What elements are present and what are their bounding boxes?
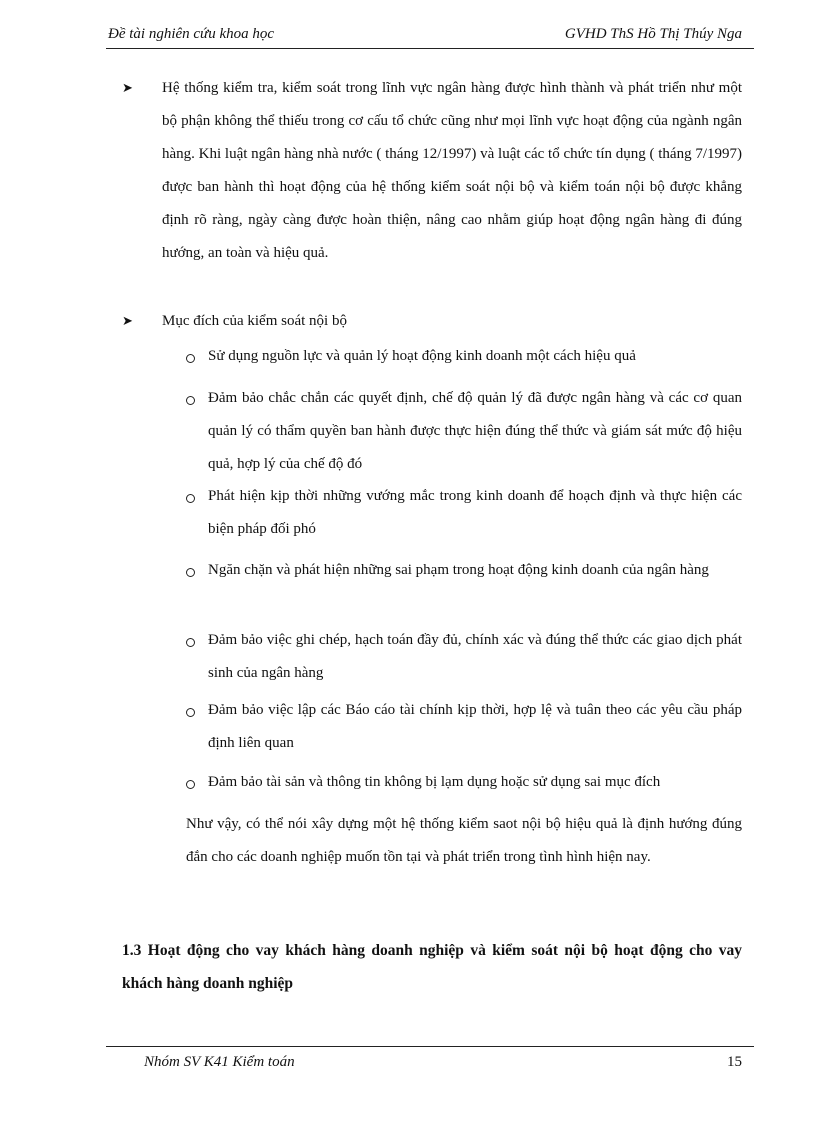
circle-bullet-icon (186, 396, 195, 405)
circle-bullet-icon (186, 638, 195, 647)
conclusion-paragraph: Như vậy, có thể nói xây dựng một hệ thống kiểm saot nội bộ hiệu quả là định hướng đúng đắn cho các doanh nghiệp muốn tồn tại và phát triển trong tình hình hiện nay. (186, 816, 742, 865)
header-advisor: GVHD ThS Hồ Thị Thúy Nga (564, 26, 742, 42)
sub-item-6: Đảm bảo việc lập các Báo cáo tài chính kịp thời, hợp lệ và tuân theo các yêu cầu pháp định liên quan (208, 702, 742, 751)
sub-item-7: Đảm bảo tài sản và thông tin không bị lạm dụng hoặc sử dụng sai mục đích (208, 774, 661, 790)
page-number: 15 (727, 1054, 742, 1070)
circle-bullet-icon (186, 568, 195, 577)
section-heading: 1.3 Hoạt động cho vay khách hàng doanh nghiệp và kiểm soát nội bộ hoạt động cho vay khách hàng doanh nghiệp (122, 942, 742, 992)
page-header (108, 24, 742, 48)
header-topic: Đề tài nghiên cứu khoa học (108, 26, 275, 42)
circle-bullet-icon (186, 708, 195, 717)
sub-item-3: Phát hiện kịp thời những vướng mắc trong kinh doanh để hoạch định và thực hiện các biện pháp đối phó (208, 488, 742, 537)
page-footer (108, 1054, 742, 1078)
circle-bullet-icon (186, 354, 195, 363)
circle-bullet-icon (186, 494, 195, 503)
footer-rule (106, 1046, 754, 1047)
bullet-paragraph-2: Mục đích của kiểm soát nội bộ (162, 313, 347, 329)
arrow-bullet-icon: ➤ (122, 313, 133, 328)
arrow-bullet-icon: ➤ (122, 80, 133, 95)
sub-item-4: Ngăn chặn và phát hiện những sai phạm trong hoạt động kinh doanh của ngân hàng (208, 562, 709, 578)
sub-item-1: Sử dụng nguồn lực và quản lý hoạt động kinh doanh một cách hiệu quả (208, 348, 636, 364)
bullet-paragraph-1: Hệ thống kiểm tra, kiểm soát trong lĩnh vực ngân hàng được hình thành và phát triển như một bộ phận không thể thiếu trong cơ cấu tổ chức cũng như mọi lĩnh vực hoạt động của ngành ngân hàng. Khi luật ngân hàng nhà nước ( tháng 12/1997) và luật các tổ chức tín dụng ( tháng 7/1997) được ban hành thì hoạt động của hệ thống kiểm soát nội bộ và kiểm toán nội bộ được khẳng định rõ ràng, ngày càng được hoàn thiện, nâng cao nhằm giúp hoạt động ngân hàng đi đúng hướng, an toàn và hiệu quả. (162, 80, 742, 261)
sub-item-5: Đảm bảo việc ghi chép, hạch toán đầy đủ, chính xác và đúng thể thức các giao dịch phát sinh của ngân hàng (208, 632, 742, 681)
footer-group: Nhóm SV K41 Kiểm toán (144, 1054, 295, 1070)
header-rule (106, 48, 754, 49)
circle-bullet-icon (186, 780, 195, 789)
sub-item-2: Đảm bảo chắc chắn các quyết định, chế độ quản lý đã được ngân hàng và các cơ quan quản lý có thẩm quyền ban hành được thực hiện đúng thể thức và giám sát mức độ hiệu quả, hợp lý của chế độ đó (208, 390, 742, 472)
